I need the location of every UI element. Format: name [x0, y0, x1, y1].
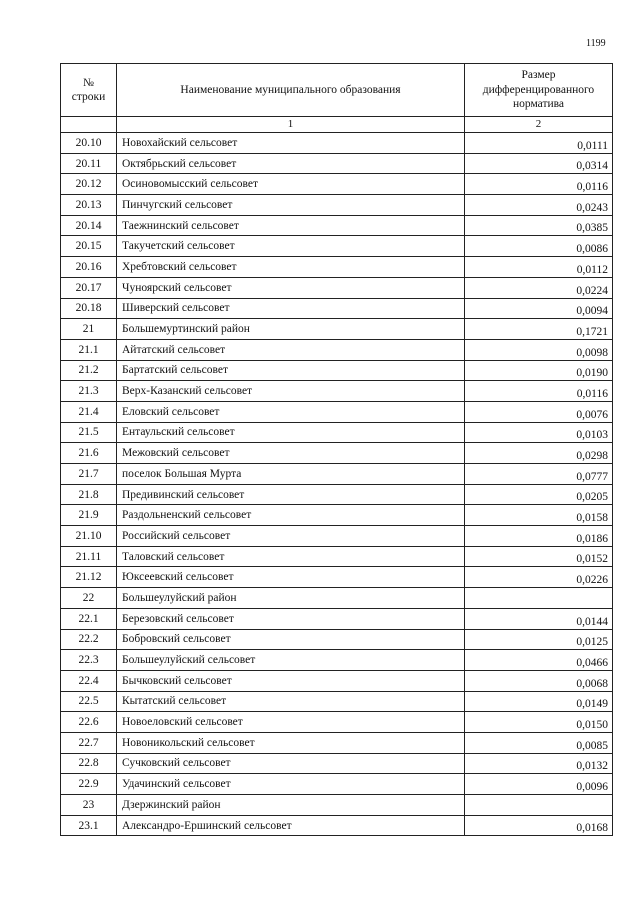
table-row — [61, 712, 613, 733]
row-number-cell: 21.8 — [61, 484, 117, 505]
table-body — [61, 133, 613, 836]
table-row — [61, 588, 613, 609]
table-row — [61, 505, 613, 526]
normative-value-cell: 0,0158 — [465, 505, 613, 526]
table-row — [61, 608, 613, 629]
normative-value-cell: 0,0125 — [465, 629, 613, 650]
row-number-cell: 22.1 — [61, 608, 117, 629]
header-value: Размер дифференцированного норматива — [465, 64, 613, 117]
row-number-cell: 20.14 — [61, 215, 117, 236]
column-index-row — [61, 117, 613, 133]
row-number-cell: 21.5 — [61, 422, 117, 443]
table-row — [61, 153, 613, 174]
table-row — [61, 526, 613, 547]
table-row — [61, 401, 613, 422]
municipality-name-cell: Верх-Казанский сельсовет — [117, 381, 465, 402]
table-row — [61, 753, 613, 774]
municipality-name-cell: Пинчугский сельсовет — [117, 195, 465, 216]
table-row — [61, 174, 613, 195]
row-number-cell: 22.3 — [61, 650, 117, 671]
normative-table — [60, 63, 613, 836]
row-number-cell: 20.16 — [61, 257, 117, 278]
row-number-cell: 20.10 — [61, 133, 117, 154]
table-row — [61, 774, 613, 795]
row-number-cell: 21.11 — [61, 546, 117, 567]
normative-value-cell: 0,0116 — [465, 174, 613, 195]
municipality-name-cell: Еловский сельсовет — [117, 401, 465, 422]
row-number-cell: 21.12 — [61, 567, 117, 588]
municipality-name-cell: Бычковский сельсовет — [117, 670, 465, 691]
normative-value-cell: 0,0094 — [465, 298, 613, 319]
municipality-name-cell: Таловский сельсовет — [117, 546, 465, 567]
table-row — [61, 567, 613, 588]
normative-value-cell: 0,0112 — [465, 257, 613, 278]
normative-value-cell: 0,0103 — [465, 422, 613, 443]
municipality-name-cell: Предивинский сельсовет — [117, 484, 465, 505]
table-row — [61, 277, 613, 298]
municipality-name-cell: Сучковский сельсовет — [117, 753, 465, 774]
municipality-name-cell: Раздольненский сельсовет — [117, 505, 465, 526]
municipality-name-cell: Юксеевский сельсовет — [117, 567, 465, 588]
normative-value-cell: 0,0298 — [465, 443, 613, 464]
normative-value-cell: 0,0224 — [465, 277, 613, 298]
normative-value-cell: 0,0466 — [465, 650, 613, 671]
row-number-cell: 21.4 — [61, 401, 117, 422]
table-row — [61, 298, 613, 319]
normative-value-cell: 0,0085 — [465, 732, 613, 753]
column-index-cell — [61, 117, 117, 133]
row-number-cell: 21.1 — [61, 339, 117, 360]
normative-value-cell: 0,0076 — [465, 401, 613, 422]
municipality-name-cell: Хребтовский сельсовет — [117, 257, 465, 278]
header-row — [61, 64, 613, 117]
table-row — [61, 546, 613, 567]
normative-value-cell — [465, 795, 613, 816]
table-row — [61, 215, 613, 236]
table-row — [61, 629, 613, 650]
normative-value-cell: 0,0068 — [465, 670, 613, 691]
row-number-cell: 22.9 — [61, 774, 117, 795]
row-number-cell: 22 — [61, 588, 117, 609]
normative-value-cell: 0,0777 — [465, 464, 613, 485]
table-row — [61, 691, 613, 712]
table-row — [61, 795, 613, 816]
municipality-name-cell: Новохайский сельсовет — [117, 133, 465, 154]
normative-value-cell: 0,0168 — [465, 815, 613, 836]
normative-value-cell: 0,0116 — [465, 381, 613, 402]
row-number-cell: 21.6 — [61, 443, 117, 464]
row-number-cell: 22.6 — [61, 712, 117, 733]
normative-value-cell — [465, 588, 613, 609]
normative-value-cell: 0,0205 — [465, 484, 613, 505]
column-index-cell: 1 — [117, 117, 465, 133]
municipality-name-cell: Бартатский сельсовет — [117, 360, 465, 381]
row-number-cell: 21.10 — [61, 526, 117, 547]
row-number-cell: 20.18 — [61, 298, 117, 319]
row-number-cell: 22.8 — [61, 753, 117, 774]
municipality-name-cell: Межовский сельсовет — [117, 443, 465, 464]
normative-value-cell: 0,0314 — [465, 153, 613, 174]
row-number-cell: 22.4 — [61, 670, 117, 691]
table-row — [61, 443, 613, 464]
normative-value-cell: 0,0098 — [465, 339, 613, 360]
normative-value-cell: 0,0385 — [465, 215, 613, 236]
municipality-name-cell: Кытатский сельсовет — [117, 691, 465, 712]
table-row — [61, 319, 613, 340]
normative-value-cell: 0,0190 — [465, 360, 613, 381]
row-number-cell: 21.7 — [61, 464, 117, 485]
normative-value-cell: 0,0132 — [465, 753, 613, 774]
table-row — [61, 236, 613, 257]
table-row — [61, 360, 613, 381]
normative-value-cell: 0,1721 — [465, 319, 613, 340]
normative-value-cell: 0,0150 — [465, 712, 613, 733]
municipality-name-cell: Большеулуйский район — [117, 588, 465, 609]
table-row — [61, 133, 613, 154]
municipality-name-cell: Шиверский сельсовет — [117, 298, 465, 319]
table-row — [61, 195, 613, 216]
row-number-cell: 20.17 — [61, 277, 117, 298]
header-name: Наименование муниципального образования — [117, 64, 465, 117]
normative-value-cell: 0,0086 — [465, 236, 613, 257]
municipality-name-cell: Осиновомысский сельсовет — [117, 174, 465, 195]
normative-value-cell: 0,0152 — [465, 546, 613, 567]
normative-value-cell: 0,0186 — [465, 526, 613, 547]
normative-value-cell: 0,0144 — [465, 608, 613, 629]
table-row — [61, 339, 613, 360]
table-row — [61, 464, 613, 485]
row-number-cell: 21.9 — [61, 505, 117, 526]
row-number-cell: 20.13 — [61, 195, 117, 216]
row-number-cell: 20.11 — [61, 153, 117, 174]
normative-value-cell: 0,0226 — [465, 567, 613, 588]
municipality-name-cell: Большемуртинский район — [117, 319, 465, 340]
row-number-cell: 23.1 — [61, 815, 117, 836]
municipality-name-cell: Большеулуйский сельсовет — [117, 650, 465, 671]
row-number-cell: 21.2 — [61, 360, 117, 381]
row-number-cell: 22.7 — [61, 732, 117, 753]
normative-value-cell: 0,0149 — [465, 691, 613, 712]
row-number-cell: 22.2 — [61, 629, 117, 650]
municipality-name-cell: Ентаульский сельсовет — [117, 422, 465, 443]
table-row — [61, 732, 613, 753]
municipality-name-cell: Удачинский сельсовет — [117, 774, 465, 795]
municipality-name-cell: Новоеловский сельсовет — [117, 712, 465, 733]
municipality-name-cell: Октябрьский сельсовет — [117, 153, 465, 174]
municipality-name-cell: Березовский сельсовет — [117, 608, 465, 629]
row-number-cell: 20.12 — [61, 174, 117, 195]
municipality-name-cell: Российский сельсовет — [117, 526, 465, 547]
row-number-cell: 20.15 — [61, 236, 117, 257]
row-number-cell: 23 — [61, 795, 117, 816]
municipality-name-cell: Такучетский сельсовет — [117, 236, 465, 257]
table-row — [61, 257, 613, 278]
row-number-cell: 21.3 — [61, 381, 117, 402]
municipality-name-cell: Дзержинский район — [117, 795, 465, 816]
header-row-number: № строки — [61, 64, 117, 117]
municipality-name-cell: Александро-Ершинский сельсовет — [117, 815, 465, 836]
normative-value-cell: 0,0111 — [465, 133, 613, 154]
column-index-cell: 2 — [465, 117, 613, 133]
normative-value-cell: 0,0096 — [465, 774, 613, 795]
municipality-name-cell: Бобровский сельсовет — [117, 629, 465, 650]
page-number: 1199 — [586, 38, 606, 49]
municipality-name-cell: поселок Большая Мурта — [117, 464, 465, 485]
municipality-name-cell: Новоникольский сельсовет — [117, 732, 465, 753]
table-row — [61, 484, 613, 505]
municipality-name-cell: Чуноярский сельсовет — [117, 277, 465, 298]
municipality-name-cell: Айтатский сельсовет — [117, 339, 465, 360]
normative-value-cell: 0,0243 — [465, 195, 613, 216]
table-row — [61, 815, 613, 836]
row-number-cell: 21 — [61, 319, 117, 340]
row-number-cell: 22.5 — [61, 691, 117, 712]
table-row — [61, 422, 613, 443]
table-row — [61, 650, 613, 671]
table-row — [61, 670, 613, 691]
table-row — [61, 381, 613, 402]
municipality-name-cell: Таежнинский сельсовет — [117, 215, 465, 236]
